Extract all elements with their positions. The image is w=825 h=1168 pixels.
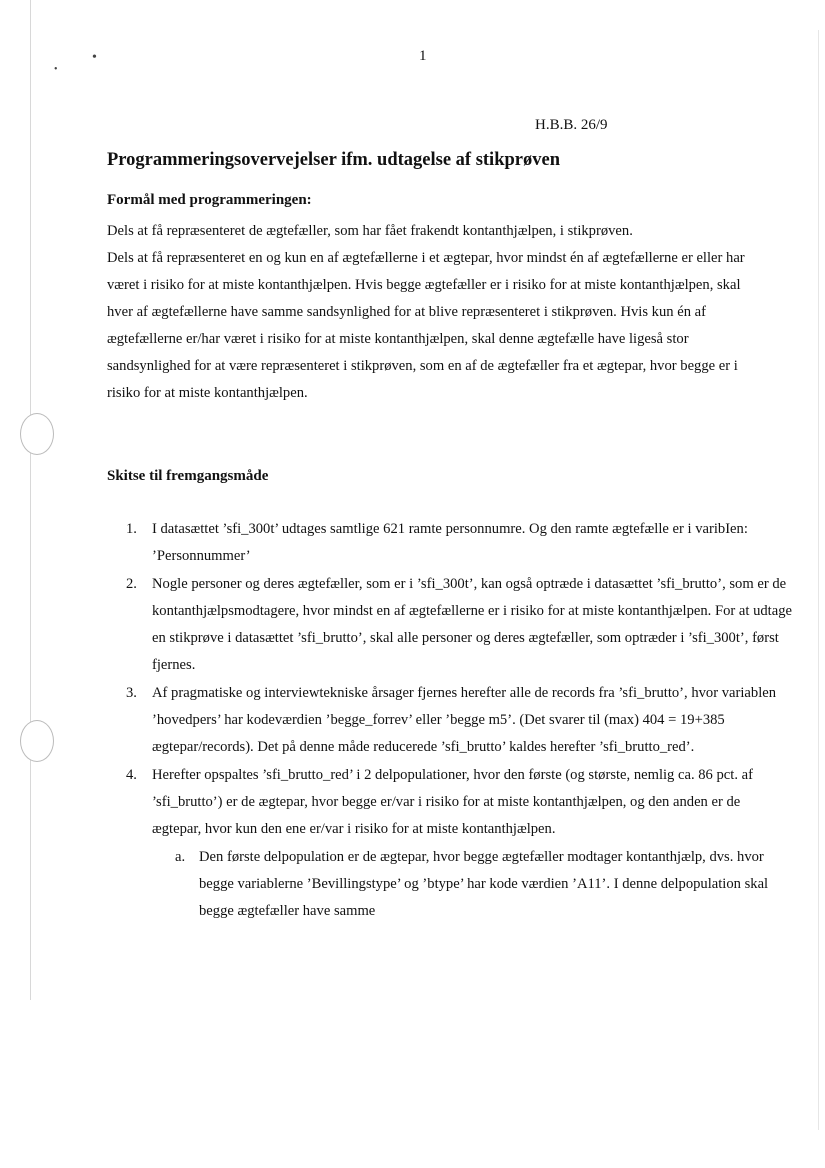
purpose-paragraph: Dels at få repræsenteret de ægtefæller, som har fået frakendt kontanthjælpen, i stikprøven. [107, 223, 633, 239]
step-text: Nogle personer og deres ægtefæller, som er i ’sfi_300t’, kan også optræde i datasættet ’sfi_brutto’, som er de kontanthjælpsmodtagere, hvor mindst en af ægtefællerne er i risiko for at miste kontanthjælpen. For at udtage en stikprøve i datasættet ’sfi_brutto’, skal alle personer og deres ægtefæller, som optræder i ’sfi_300t’, først fjernes. [152, 575, 792, 674]
step-text: Herefter opspaltes ’sfi_brutto_red’ i 2 delpopulationer, hvor den første (og største, nemlig ca. 86 pct. af ’sfi_brutto’) er de ægtepar, hvor begge er/var i risiko for at miste kontanthjælpen, og den anden er de ægtepar, hvor kun den ene er/var i risiko for at miste kontanthjælpen. [152, 766, 753, 838]
list-item [126, 516, 792, 571]
step-number: 3. [126, 684, 137, 701]
step-number: 2. [126, 575, 137, 592]
purpose-paragraph: Dels at få repræsenteret en og kun en af ægtefællerne i et ægtepar, hvor mindst én af ægtefællerne er eller har været i risiko for at miste kontanthjælpen. Hvis begge ægtefæller er i risiko for at miste kontanthjælpen, skal hver af ægtefællerne have samme sandsynlighed for at blive repræsenteret i stikprøven. Hvis kun én af ægtefællerne er/har været i risiko for at miste kontanthjælpen, skal denne ægtefælle have ligeså stor sandsynlighed for at være repræsenteret i stikprøven, som en af de ægtefæller fra et ægtepar, hvor begge er i risiko for at miste kontanthjælpen. [107, 250, 745, 401]
procedure-heading: Skitse til fremgangsmåde [107, 468, 269, 484]
scan-edge-left [30, 0, 31, 1000]
punch-hole [20, 413, 54, 455]
list-item [126, 680, 792, 762]
list-item [175, 844, 792, 926]
list-item [126, 762, 792, 926]
punch-hole [20, 720, 54, 762]
step-text: Af pragmatiske og interviewtekniske årsager fjernes herefter alle de records fra ’sfi_brutto’, hvor variablen ’hovedpers’ har kodeværdien ’begge_forrev’ eller ’begge m5’. (Det svarer til (max) 404 = 19+385 ægtepar/records). Det på denne måde reducerede ’sfi_brutto’ kaldes herefter ’sfi_brutto_red’. [152, 684, 777, 756]
scan-speck: • [54, 64, 58, 75]
page-title: Programmeringsovervejelser ifm. udtagelse af stikprøven [107, 150, 560, 170]
substep-letter: a. [175, 848, 186, 865]
scan-speck: • [92, 50, 97, 65]
purpose-section [107, 218, 747, 407]
page-number: 1 [419, 48, 427, 64]
substep-text: Den første delpopulation er de ægtepar, hvor begge ægtefæller modtager kontanthjælp, dvs. hvor begge variablerne ’Bevillingstype’ og ’btype’ har kode værdien ’A11’. I denne delpopulation skal begge ægtefæller have samme [199, 848, 769, 920]
step-number: 1. [126, 521, 137, 537]
step-text: I datasættet ’sfi_300t’ udtages samtlige 621 ramte personnumre. Og den ramte ægtefælle er i varibIen: ’Personnummer’ [152, 521, 748, 565]
substeps [152, 844, 792, 926]
list-item [126, 571, 792, 680]
step-number: 4. [126, 766, 137, 783]
scan-edge-right [818, 30, 819, 1130]
purpose-heading: Formål med programmeringen: [107, 192, 312, 208]
procedure-steps [107, 516, 792, 925]
document-reference: H.B.B. 26/9 [535, 117, 608, 133]
